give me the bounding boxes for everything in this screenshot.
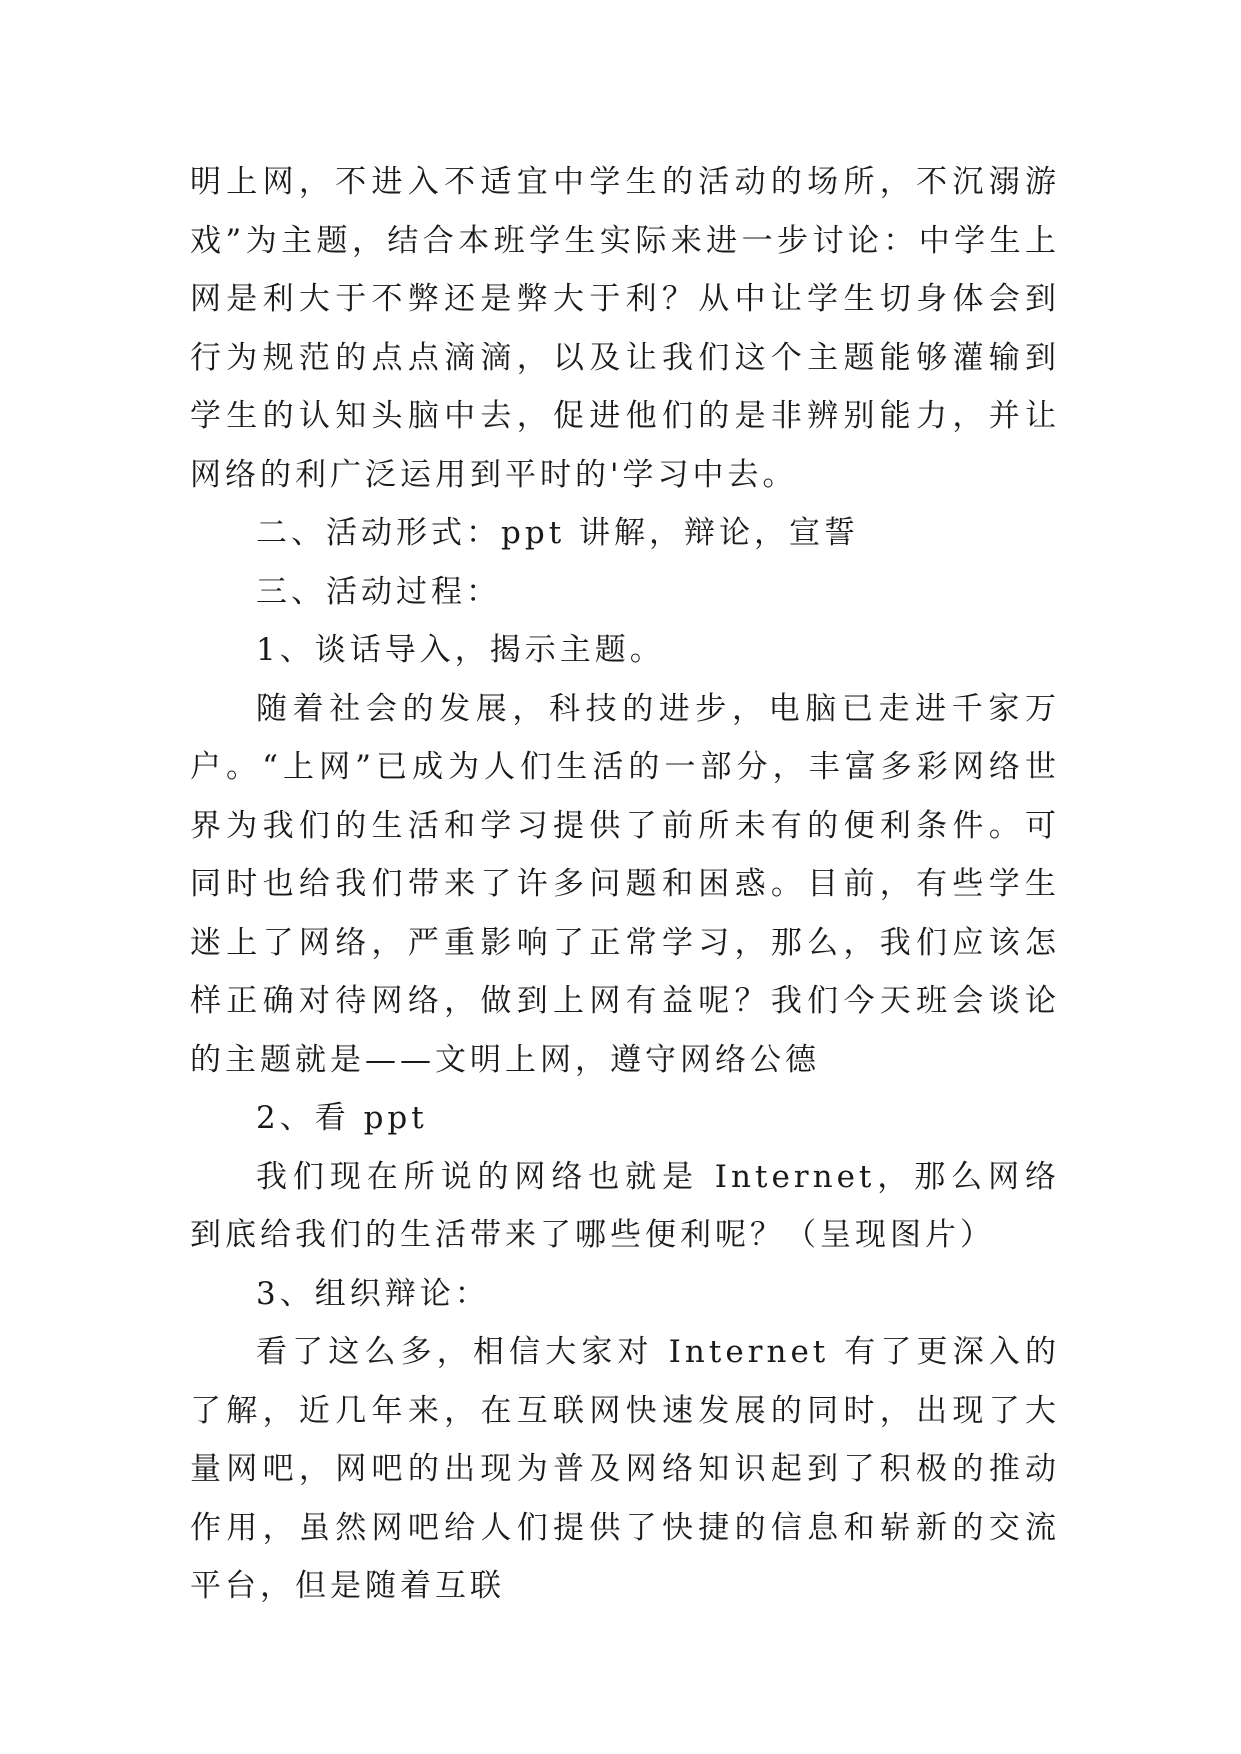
paragraph-3: 三、活动过程： [256, 573, 501, 610]
paragraph-9: 看了这么多，相信大家对 Internet 有了更深入的了解，近几年来，在互联网快速发展的同时，出现了大量网吧，网吧的出现为普及网络知识起到了积极的推动作用，虽然网吧给人们提供了快捷的信息和崭新的交流平台，但是随着互联 [190, 1334, 1060, 1604]
paragraph-2: 二、活动形式：ppt 讲解，辩论，宣誓 [256, 515, 859, 551]
paragraph-8: 3、组织辩论： [256, 1275, 490, 1312]
paragraph-1: 明上网，不进入不适宜中学生的活动的场所，不沉溺游戏”为主题，结合本班学生实际来进一步讨论：中学生上网是利大于不弊还是弊大于利？从中让学生切身体会到行为规范的点点滴滴，以及让我们这个主题能够灌输到学生的认知头脑中去，促进他们的是非辨别能力，并让网络的利广泛运用到平时的'学习中去。 [190, 164, 1060, 493]
paragraph-5: 随着社会的发展，科技的进步，电脑已走进千家万户。“上网”已成为人们生活的一部分，丰富多彩网络世界为我们的生活和学习提供了前所未有的便利条件。可同时也给我们带来了许多问题和困惑。目前，有些学生迷上了网络，严重影响了正常学习，那么，我们应该怎样正确对待网络，做到上网有益呢？我们今天班会谈论的主题就是——文明上网，遵守网络公德 [190, 690, 1060, 1078]
paragraph-4: 1、谈话导入，揭示主题。 [256, 632, 665, 668]
paragraph-6: 2、看 ppt [256, 1100, 428, 1136]
paragraph-7: 我们现在所说的网络也就是 Internet，那么网络到底给我们的生活带来了哪些便利呢？（呈现图片） [190, 1158, 1060, 1253]
document-body [190, 153, 1060, 1616]
